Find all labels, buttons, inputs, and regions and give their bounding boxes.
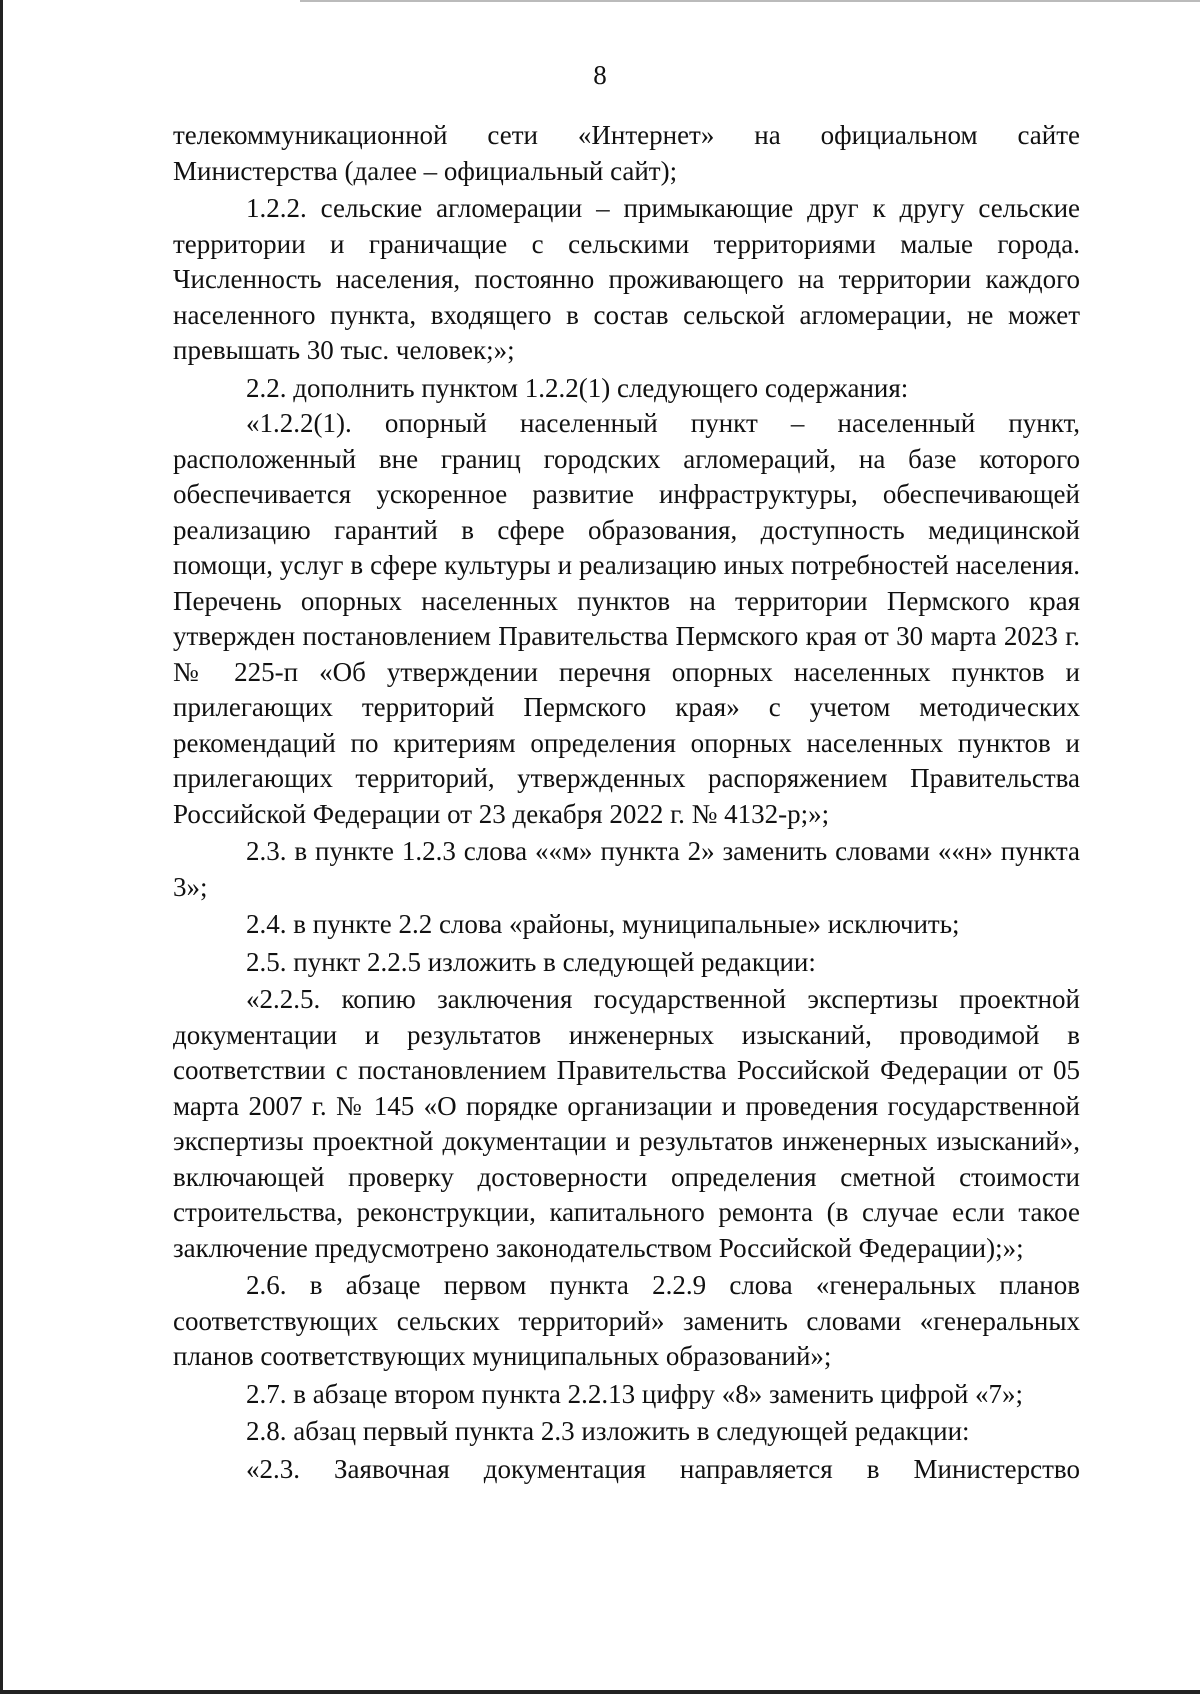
- paragraph-1-2-2: 1.2.2. сельские агломерации – примыкающие друг к другу сельские территории и граничащие с сельскими территориями малые города. Численность населения, постоянно проживающего на территории каждого населенного пункта, входящего в состав сельской агломерации, не может превышать 30 тыс. человек;»;: [173, 193, 1080, 365]
- document-body: [173, 118, 1080, 1487]
- paragraph-continuation: телекоммуникационной сети «Интернет» на официальном сайте Министерства (далее – официальный сайт);: [173, 120, 1080, 186]
- paragraph-2-8: 2.8. абзац первый пункта 2.3 изложить в следующей редакции:: [246, 1416, 970, 1446]
- paragraph-2-5: 2.5. пункт 2.2.5 изложить в следующей редакции:: [246, 946, 816, 977]
- paragraph-2-3: 2.3. в пункте 1.2.3 слова ««м» пункта 2» заменить словами ««н» пункта 3»;: [173, 836, 1080, 902]
- scan-edge-left: [0, 0, 3, 1694]
- paragraph-2-6: 2.6. в абзаце первом пункта 2.2.9 слова «генеральных планов соответствующих сельских территорий» заменить словами «генеральных планов соответствующих муниципальных образований»;: [173, 1270, 1080, 1371]
- paragraph-2-7: 2.7. в абзаце втором пункта 2.2.13 цифру «8» заменить цифрой «7»;: [246, 1378, 1024, 1409]
- paragraph-1-2-2-1: «1.2.2(1). опорный населенный пункт – населенный пункт, расположенный вне границ городских агломераций, на базе которого обеспечивается ускоренное развитие инфраструктуры, обеспечивающей реализацию гарантий в сфере образования, доступность медицинской помощи, услуг в сфере культуры и реализацию иных потребностей населения. Перечень опорных населенных пунктов на территории Пермского края утвержден постановлением Правительства Пермского края от 30 марта 2023 г. № 225-п «Об утверждении перечня опорных населенных пунктов и прилегающих территорий Пермского края» с учетом методических рекомендаций по критериям определения опорных населенных пунктов и прилегающих территорий, утвержденных распоряжением Правительства Российской Федерации от 23 декабря 2022 г. № 4132-р;»;: [173, 408, 1080, 829]
- paragraph-2-3-start: «2.3. Заявочная документация направляется в Министерство: [246, 1453, 1080, 1484]
- paragraph-2-2-5: «2.2.5. копию заключения государственной экспертизы проектной документации и результатов инженерных изысканий, проводимой в соответствии с постановлением Правительства Российской Федерации от 05 марта 2007 г. № 145 «О порядке организации и проведения государственной экспертизы проектной документации и результатов инженерных изысканий», включающей проверку достоверности определения сметной стоимости строительства, реконструкции, капитального ремонта (в случае если такое заключение предусмотрено законодательством Российской Федерации);»;: [173, 984, 1080, 1263]
- page-number: 8: [593, 60, 607, 90]
- scan-edge-top: [300, 0, 1200, 2]
- paragraph-2-4: 2.4. в пункте 2.2 слова «районы, муниципальные» исключить;: [246, 909, 960, 939]
- scan-edge-bottom: [0, 1690, 1200, 1694]
- paragraph-2-2: 2.2. дополнить пунктом 1.2.2(1) следующего содержания:: [246, 372, 909, 403]
